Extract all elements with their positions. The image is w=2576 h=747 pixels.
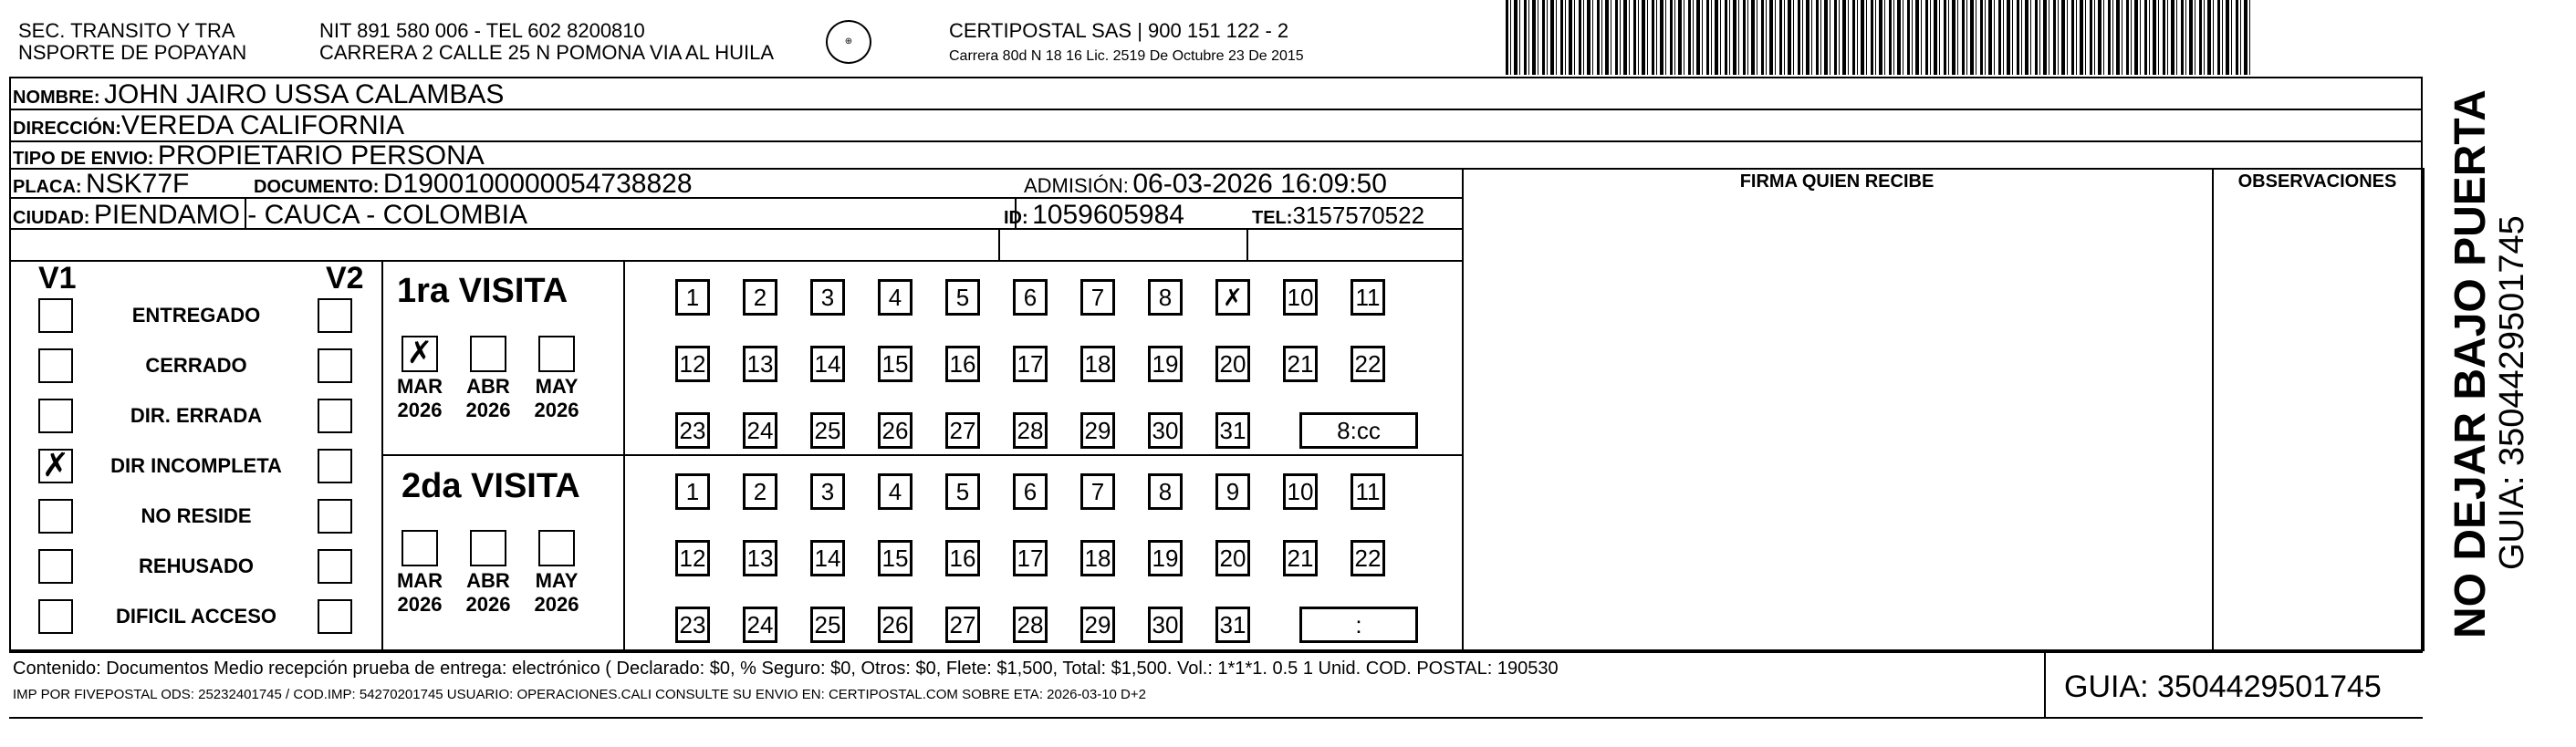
v1-label: V1 <box>38 261 77 296</box>
first-visit-day-box[interactable]: 1 <box>675 279 710 316</box>
first-visit-day-box[interactable]: 6 <box>1013 279 1048 316</box>
first-visit-day-box[interactable]: 15 <box>878 346 913 382</box>
placa-cell: PLACA: NSK77F <box>13 169 190 199</box>
first-visit-month-checkbox[interactable]: ✗ <box>402 336 438 372</box>
second-visit-day-box[interactable]: 25 <box>810 607 845 643</box>
tipo-value: PROPIETARIO PERSONA <box>157 140 485 171</box>
side-warning: NO DEJAR BAJO PUERTA <box>2446 89 2495 638</box>
direccion-row: DIRECCIÓN:VEREDA CALIFORNIA <box>13 110 404 140</box>
second-visit-day-box[interactable]: 3 <box>810 473 845 510</box>
second-visit-day-box[interactable]: 27 <box>945 607 980 643</box>
contenido-text: Contenido: Documentos Medio recepción prueba de entrega: electrónico ( Declarado: $0, % Seguro: $0, Otros: $0, Flete: $1,500, Total: $1,500. Vol.: 1*1*1. 0.5 1 Unid. COD. POSTAL: 190530 <box>13 659 1559 679</box>
v2-checkbox[interactable] <box>318 348 352 383</box>
nombre-row: NOMBRE: JOHN JAIRO USSA CALAMBAS <box>13 79 505 109</box>
v1-checkbox[interactable] <box>38 549 73 584</box>
reason-label: DIR. ERRADA <box>130 404 263 427</box>
second-visit-month-checkbox[interactable] <box>402 530 438 566</box>
documento-cell: DOCUMENTO: D1900100000054738828 <box>254 169 693 199</box>
v1-checkbox[interactable] <box>38 599 73 634</box>
second-visit-year-label: 2026 <box>397 593 443 616</box>
first-visit-day-box[interactable]: 11 <box>1351 279 1385 316</box>
second-visit-day-box[interactable]: 12 <box>675 540 710 576</box>
second-visit-day-box[interactable]: 18 <box>1080 540 1115 576</box>
reason-label: DIR INCOMPLETA <box>110 454 282 477</box>
admision-cell: ADMISIÓN: 06-03-2026 16:09:50 <box>1024 169 1387 199</box>
first-visit-day-box[interactable]: 13 <box>743 346 777 382</box>
first-visit-month-label: MAR <box>396 375 443 398</box>
second-visit-day-box[interactable]: 17 <box>1013 540 1048 576</box>
v1-checkbox[interactable] <box>38 399 73 433</box>
v2-label: V2 <box>326 261 364 296</box>
reason-label: ENTREGADO <box>131 304 261 327</box>
second-visit-day-box[interactable]: 13 <box>743 540 777 576</box>
first-visit-year-label: 2026 <box>465 399 511 421</box>
first-visit-day-box[interactable]: 4 <box>878 279 913 316</box>
second-visit-month-label: ABR <box>466 569 510 592</box>
second-visit-day-box[interactable]: 30 <box>1148 607 1183 643</box>
second-visit-day-box[interactable]: 4 <box>878 473 913 510</box>
first-visit-day-box[interactable]: 30 <box>1148 412 1183 449</box>
first-visit-day-box[interactable]: 7 <box>1080 279 1115 316</box>
second-visit-day-box[interactable]: 23 <box>675 607 710 643</box>
tel-value: 3157570522 <box>1292 202 1425 229</box>
second-visit-day-box[interactable]: 24 <box>743 607 777 643</box>
first-visit-day-box[interactable]: 3 <box>810 279 845 316</box>
first-visit-day-box[interactable]: 19 <box>1148 346 1183 382</box>
second-visit-day-box[interactable]: 9 <box>1215 473 1250 510</box>
sender-line-1: SEC. TRANSITO Y TRA <box>18 19 235 42</box>
second-visit-day-box[interactable]: 31 <box>1215 607 1250 643</box>
second-visit-day-box[interactable]: 6 <box>1013 473 1048 510</box>
second-visit-day-box[interactable]: 28 <box>1013 607 1048 643</box>
second-visit-month-label: MAY <box>535 569 579 592</box>
second-visit-day-box[interactable]: 22 <box>1351 540 1385 576</box>
first-visit-year-label: 2026 <box>397 399 443 421</box>
second-visit-day-box[interactable]: 1 <box>675 473 710 510</box>
first-visit-day-box[interactable]: 27 <box>945 412 980 449</box>
first-visit-day-box[interactable]: 17 <box>1013 346 1048 382</box>
documento-value: D1900100000054738828 <box>382 169 693 199</box>
first-visit-day-box[interactable]: 29 <box>1080 412 1115 449</box>
second-visit-time-box[interactable]: : <box>1299 607 1418 643</box>
first-visit-day-box[interactable]: 23 <box>675 412 710 449</box>
first-visit-day-box[interactable]: 10 <box>1283 279 1318 316</box>
first-visit-day-box[interactable]: 12 <box>675 346 710 382</box>
second-visit-day-box[interactable]: 26 <box>878 607 913 643</box>
v1-checkbox[interactable] <box>38 298 73 333</box>
placa-value: NSK77F <box>86 169 190 199</box>
first-visit-day-box[interactable]: 26 <box>878 412 913 449</box>
address-line: CARRERA 2 CALLE 25 N POMONA VIA AL HUILA <box>319 41 775 64</box>
v2-checkbox[interactable] <box>318 298 352 333</box>
second-visit-month-checkbox[interactable] <box>470 530 506 566</box>
first-visit-day-box[interactable]: 16 <box>945 346 980 382</box>
second-visit-day-box[interactable]: 7 <box>1080 473 1115 510</box>
admision-value: 06-03-2026 16:09:50 <box>1132 169 1387 199</box>
tel-cell: TEL:3157570522 <box>1252 202 1425 229</box>
ciudad-row: CIUDAD: PIENDAMO - CAUCA - COLOMBIA <box>13 200 527 230</box>
reason-label: DIFICIL ACCESO <box>115 605 276 628</box>
first-visit-time-box[interactable]: 8:cc <box>1299 412 1418 449</box>
second-visit-day-box[interactable]: 11 <box>1351 473 1385 510</box>
first-visit-year-label: 2026 <box>534 399 579 421</box>
ciudad-value: PIENDAMO - CAUCA - COLOMBIA <box>93 200 527 230</box>
v2-checkbox[interactable] <box>318 599 352 634</box>
second-visit-day-box[interactable]: 19 <box>1148 540 1183 576</box>
reason-label: NO RESIDE <box>141 504 252 527</box>
first-visit-day-box[interactable]: 14 <box>810 346 845 382</box>
company-line: CERTIPOSTAL SAS | 900 151 122 - 2 <box>949 19 1289 42</box>
footer-guia: GUIA: 3504429501745 <box>2064 669 2382 704</box>
first-visit-day-box[interactable]: 8 <box>1148 279 1183 316</box>
first-visit-day-box[interactable]: ✗ <box>1215 279 1250 316</box>
second-visit-title: 2da VISITA <box>402 467 580 505</box>
side-guia: GUIA: 3504429501745 <box>2493 215 2531 570</box>
reason-label: REHUSADO <box>139 555 254 577</box>
first-visit-month-checkbox[interactable] <box>538 336 575 372</box>
first-visit-month-checkbox[interactable] <box>470 336 506 372</box>
certipostal-logo: ⊕ <box>826 20 871 64</box>
first-visit-day-box[interactable]: 2 <box>743 279 777 316</box>
nit-line: NIT 891 580 006 - TEL 602 8200810 <box>319 19 645 42</box>
first-visit-day-box[interactable]: 31 <box>1215 412 1250 449</box>
direccion-value: VEREDA CALIFORNIA <box>120 110 404 140</box>
id-cell: ID: 1059605984 <box>1004 200 1184 230</box>
company-address: Carrera 80d N 18 16 Lic. 2519 De Octubre 23 De 2015 <box>949 48 1304 64</box>
second-visit-day-box[interactable]: 10 <box>1283 473 1318 510</box>
v1-checkbox[interactable] <box>38 348 73 383</box>
second-visit-day-box[interactable]: 2 <box>743 473 777 510</box>
first-visit-day-box[interactable]: 21 <box>1283 346 1318 382</box>
barcode <box>1506 0 2254 75</box>
v2-checkbox[interactable] <box>318 499 352 534</box>
first-visit-day-box[interactable]: 22 <box>1351 346 1385 382</box>
v1-checkbox[interactable]: ✗ <box>38 449 73 483</box>
first-visit-day-box[interactable]: 18 <box>1080 346 1115 382</box>
id-value: 1059605984 <box>1032 200 1184 230</box>
first-visit-month-label: ABR <box>466 375 510 398</box>
first-visit-month-label: MAY <box>535 375 579 398</box>
tipo-row: TIPO DE ENVIO: PROPIETARIO PERSONA <box>13 140 485 171</box>
first-visit-day-box[interactable]: 20 <box>1215 346 1250 382</box>
sender-line-2: NSPORTE DE POPAYAN <box>18 41 247 64</box>
first-visit-day-box[interactable]: 24 <box>743 412 777 449</box>
observaciones-header: OBSERVACIONES <box>2237 171 2397 192</box>
first-visit-title: 1ra VISITA <box>397 272 568 310</box>
second-visit-month-label: MAR <box>396 569 443 592</box>
second-visit-day-box[interactable]: 5 <box>945 473 980 510</box>
v1-checkbox[interactable] <box>38 499 73 534</box>
reason-label: CERRADO <box>145 354 247 377</box>
v2-checkbox[interactable] <box>318 399 352 433</box>
imp-text: IMP POR FIVEPOSTAL ODS: 25232401745 / COD.IMP: 54270201745 USUARIO: OPERACIONES.CALI CONSULTE SU ENVIO EN: CERTIPOSTAL.COM SOBRE ETA: 2026-03-10 D+2 <box>13 687 1146 702</box>
second-visit-day-box[interactable]: 29 <box>1080 607 1115 643</box>
second-visit-year-label: 2026 <box>465 593 511 616</box>
second-visit-day-box[interactable]: 21 <box>1283 540 1318 576</box>
firma-header: FIRMA QUIEN RECIBE <box>1739 171 1935 192</box>
second-visit-day-box[interactable]: 14 <box>810 540 845 576</box>
v2-checkbox[interactable] <box>318 449 352 483</box>
nombre-value: JOHN JAIRO USSA CALAMBAS <box>104 79 505 109</box>
first-visit-day-box[interactable]: 25 <box>810 412 845 449</box>
first-visit-day-box[interactable]: 5 <box>945 279 980 316</box>
first-visit-day-box[interactable]: 28 <box>1013 412 1048 449</box>
second-visit-year-label: 2026 <box>534 593 579 616</box>
second-visit-day-box[interactable]: 20 <box>1215 540 1250 576</box>
second-visit-month-checkbox[interactable] <box>538 530 575 566</box>
second-visit-day-box[interactable]: 15 <box>878 540 913 576</box>
second-visit-day-box[interactable]: 16 <box>945 540 980 576</box>
second-visit-day-box[interactable]: 8 <box>1148 473 1183 510</box>
v2-checkbox[interactable] <box>318 549 352 584</box>
